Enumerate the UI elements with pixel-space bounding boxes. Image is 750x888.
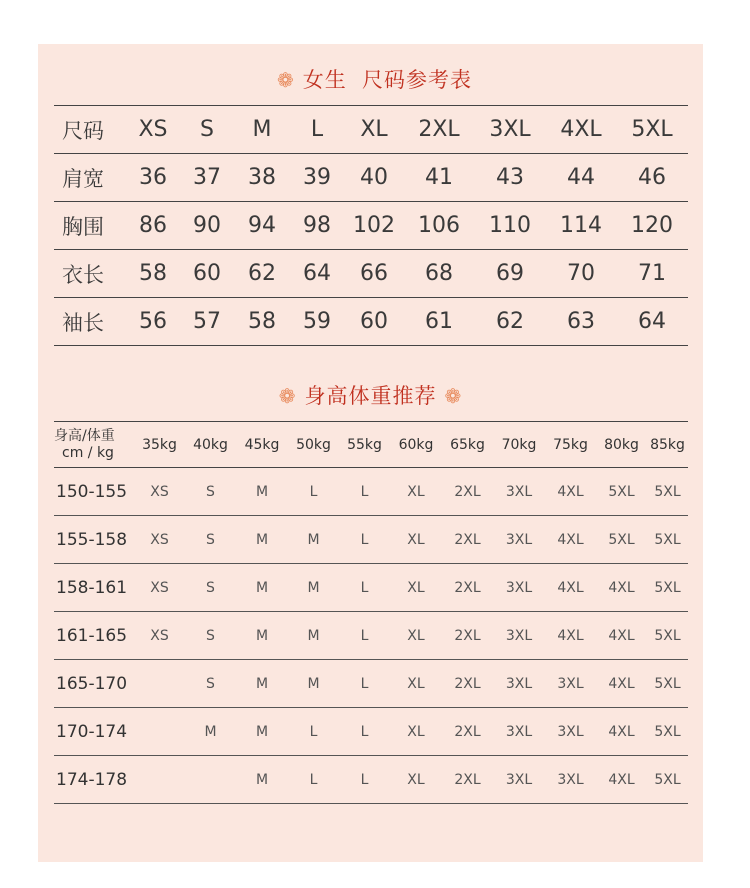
measurement-row [54, 154, 688, 202]
flower-icon: ❁ [444, 384, 463, 408]
flower-icon: ❁ [278, 384, 297, 408]
measurement-value: 68 [404, 250, 474, 298]
recommended-size-cell: 4XL [545, 516, 596, 564]
recommended-size-cell [134, 756, 185, 804]
measurement-value: 43 [474, 154, 546, 202]
recommended-size-cell: 4XL [545, 564, 596, 612]
size-chart-table [54, 105, 688, 346]
measurement-value: 37 [180, 154, 234, 202]
recommended-size-cell: S [185, 516, 236, 564]
recommended-size-cell: 2XL [442, 708, 493, 756]
recommended-size-cell: 5XL [647, 516, 688, 564]
recommended-size-cell: XL [390, 756, 442, 804]
recommended-size-cell: 3XL [493, 756, 545, 804]
height-label: 150-155 [54, 468, 134, 516]
measurement-value: 90 [180, 202, 234, 250]
height-label: 170-174 [54, 708, 134, 756]
measurement-value: 114 [546, 202, 616, 250]
measurement-value: 58 [234, 298, 290, 346]
recommended-size-cell: 2XL [442, 660, 493, 708]
height-row [54, 660, 688, 708]
recommended-size-cell: 2XL [442, 516, 493, 564]
recommended-size-cell: M [236, 468, 288, 516]
size-header-cell: 2XL [404, 106, 474, 154]
recommended-size-cell: XS [134, 564, 185, 612]
recommended-size-cell: XL [390, 708, 442, 756]
recommended-size-cell: L [339, 660, 390, 708]
recommended-size-cell: 3XL [545, 708, 596, 756]
weight-header-cell: 40kg [185, 422, 236, 468]
height-row [54, 468, 688, 516]
recommended-size-cell: 2XL [442, 612, 493, 660]
recommended-size-cell: 2XL [442, 564, 493, 612]
size-chart-title-text: 女生 尺码参考表 [302, 68, 473, 92]
measurement-value: 56 [126, 298, 180, 346]
recommended-size-cell: 5XL [647, 564, 688, 612]
recommended-size-cell: 5XL [647, 756, 688, 804]
measurement-value: 36 [126, 154, 180, 202]
recommended-size-cell: 5XL [596, 468, 647, 516]
recommended-size-cell: 4XL [596, 660, 647, 708]
recommended-size-cell: L [339, 612, 390, 660]
size-header-cell: S [180, 106, 234, 154]
recommended-size-cell: XS [134, 468, 185, 516]
recommended-size-cell: S [185, 468, 236, 516]
recommended-size-cell: L [339, 564, 390, 612]
recommended-size-cell: 3XL [493, 516, 545, 564]
recommended-size-cell: 3XL [493, 564, 545, 612]
measurement-value: 59 [290, 298, 344, 346]
recommended-size-cell: 2XL [442, 756, 493, 804]
height-row [54, 756, 688, 804]
recommended-size-cell: 5XL [596, 516, 647, 564]
weight-header-cell: 60kg [390, 422, 442, 468]
measurement-value: 70 [546, 250, 616, 298]
recommended-size-cell [185, 756, 236, 804]
recommended-size-cell: 3XL [493, 660, 545, 708]
recommended-size-cell: L [288, 756, 339, 804]
weight-header-cell: 65kg [442, 422, 493, 468]
height-row [54, 612, 688, 660]
measurement-value: 46 [616, 154, 688, 202]
measurement-value: 61 [404, 298, 474, 346]
recommended-size-cell: S [185, 660, 236, 708]
measurement-value: 60 [344, 298, 404, 346]
measurement-value: 57 [180, 298, 234, 346]
recommended-size-cell: 5XL [647, 708, 688, 756]
measurement-value: 98 [290, 202, 344, 250]
recommended-size-cell: M [236, 612, 288, 660]
weight-header-cell: 50kg [288, 422, 339, 468]
measurement-value: 62 [234, 250, 290, 298]
recommended-size-cell: L [288, 708, 339, 756]
recommended-size-cell: 3XL [493, 468, 545, 516]
recommended-size-cell: 4XL [545, 612, 596, 660]
recommended-size-cell: XL [390, 516, 442, 564]
measurement-value: 39 [290, 154, 344, 202]
recommended-size-cell: L [339, 468, 390, 516]
size-header-label: 尺码 [54, 106, 126, 154]
weight-header-cell: 85kg [647, 422, 688, 468]
weight-header-cell: 80kg [596, 422, 647, 468]
weight-header-cell: 35kg [134, 422, 185, 468]
measurement-row [54, 202, 688, 250]
measurement-value: 94 [234, 202, 290, 250]
measurement-value: 58 [126, 250, 180, 298]
height-row [54, 708, 688, 756]
recommendation-title [38, 380, 703, 410]
recommended-size-cell: 3XL [545, 756, 596, 804]
size-header-cell: XS [126, 106, 180, 154]
recommended-size-cell [134, 708, 185, 756]
weight-header-cell: 70kg [493, 422, 545, 468]
recommendation-title-text: 身高体重推荐 [304, 384, 437, 408]
size-header-cell: XL [344, 106, 404, 154]
recommended-size-cell: XS [134, 612, 185, 660]
height-label: 155-158 [54, 516, 134, 564]
recommended-size-cell: M [288, 660, 339, 708]
corner-label-line1: 身高/体重 [54, 427, 115, 444]
height-weight-table [54, 421, 688, 804]
recommended-size-cell: M [288, 516, 339, 564]
recommended-size-cell: 5XL [647, 468, 688, 516]
measurement-value: 60 [180, 250, 234, 298]
measurement-value: 63 [546, 298, 616, 346]
corner-label [54, 422, 134, 468]
height-label: 174-178 [54, 756, 134, 804]
recommended-size-cell: XL [390, 564, 442, 612]
recommended-size-cell: 3XL [493, 612, 545, 660]
measurement-value: 66 [344, 250, 404, 298]
weight-header-cell: 45kg [236, 422, 288, 468]
size-header-cell: 5XL [616, 106, 688, 154]
recommended-size-cell: 4XL [596, 564, 647, 612]
height-row [54, 516, 688, 564]
recommended-size-cell: 5XL [647, 660, 688, 708]
recommended-size-cell: S [185, 564, 236, 612]
recommended-size-cell: XS [134, 516, 185, 564]
recommended-size-cell: M [236, 660, 288, 708]
measurement-value: 64 [616, 298, 688, 346]
recommended-size-cell: 2XL [442, 468, 493, 516]
measurement-row [54, 250, 688, 298]
corner-label-line2: cm / kg [62, 444, 114, 461]
recommended-size-cell: XL [390, 468, 442, 516]
measurement-value: 38 [234, 154, 290, 202]
measurement-value: 40 [344, 154, 404, 202]
measurement-value: 106 [404, 202, 474, 250]
recommended-size-cell: L [339, 708, 390, 756]
weight-header-row [54, 422, 688, 468]
measurement-value: 110 [474, 202, 546, 250]
size-header-cell: M [234, 106, 290, 154]
size-header-cell: L [290, 106, 344, 154]
recommended-size-cell: XL [390, 660, 442, 708]
recommended-size-cell: M [236, 756, 288, 804]
flower-icon: ❁ [276, 68, 295, 92]
measurement-value: 71 [616, 250, 688, 298]
recommended-size-cell: 3XL [545, 660, 596, 708]
recommended-size-cell: L [288, 468, 339, 516]
size-header-cell: 4XL [546, 106, 616, 154]
recommended-size-cell: 4XL [545, 468, 596, 516]
measurement-value: 41 [404, 154, 474, 202]
measurement-value: 120 [616, 202, 688, 250]
measurement-value: 102 [344, 202, 404, 250]
height-label: 165-170 [54, 660, 134, 708]
height-label: 158-161 [54, 564, 134, 612]
recommended-size-cell: 3XL [493, 708, 545, 756]
recommended-size-cell: L [339, 516, 390, 564]
size-header-row [54, 106, 688, 154]
measurement-label: 胸围 [54, 202, 126, 250]
recommended-size-cell: S [185, 612, 236, 660]
measurement-label: 袖长 [54, 298, 126, 346]
recommended-size-cell: M [236, 564, 288, 612]
recommended-size-cell: L [339, 756, 390, 804]
recommended-size-cell: M [236, 708, 288, 756]
height-label: 161-165 [54, 612, 134, 660]
height-row [54, 564, 688, 612]
measurement-value: 64 [290, 250, 344, 298]
recommended-size-cell: 4XL [596, 756, 647, 804]
weight-header-cell: 55kg [339, 422, 390, 468]
recommended-size-cell [134, 660, 185, 708]
recommended-size-cell: M [236, 516, 288, 564]
size-guide-card [38, 44, 703, 862]
measurement-row [54, 298, 688, 346]
recommended-size-cell: XL [390, 612, 442, 660]
measurement-value: 44 [546, 154, 616, 202]
recommended-size-cell: M [185, 708, 236, 756]
measurement-value: 62 [474, 298, 546, 346]
recommended-size-cell: 4XL [596, 612, 647, 660]
size-chart-title [38, 64, 703, 94]
recommended-size-cell: M [288, 564, 339, 612]
size-header-cell: 3XL [474, 106, 546, 154]
measurement-label: 衣长 [54, 250, 126, 298]
recommended-size-cell: 5XL [647, 612, 688, 660]
recommended-size-cell: 4XL [596, 708, 647, 756]
measurement-value: 86 [126, 202, 180, 250]
weight-header-cell: 75kg [545, 422, 596, 468]
measurement-label: 肩宽 [54, 154, 126, 202]
recommended-size-cell: M [288, 612, 339, 660]
measurement-value: 69 [474, 250, 546, 298]
